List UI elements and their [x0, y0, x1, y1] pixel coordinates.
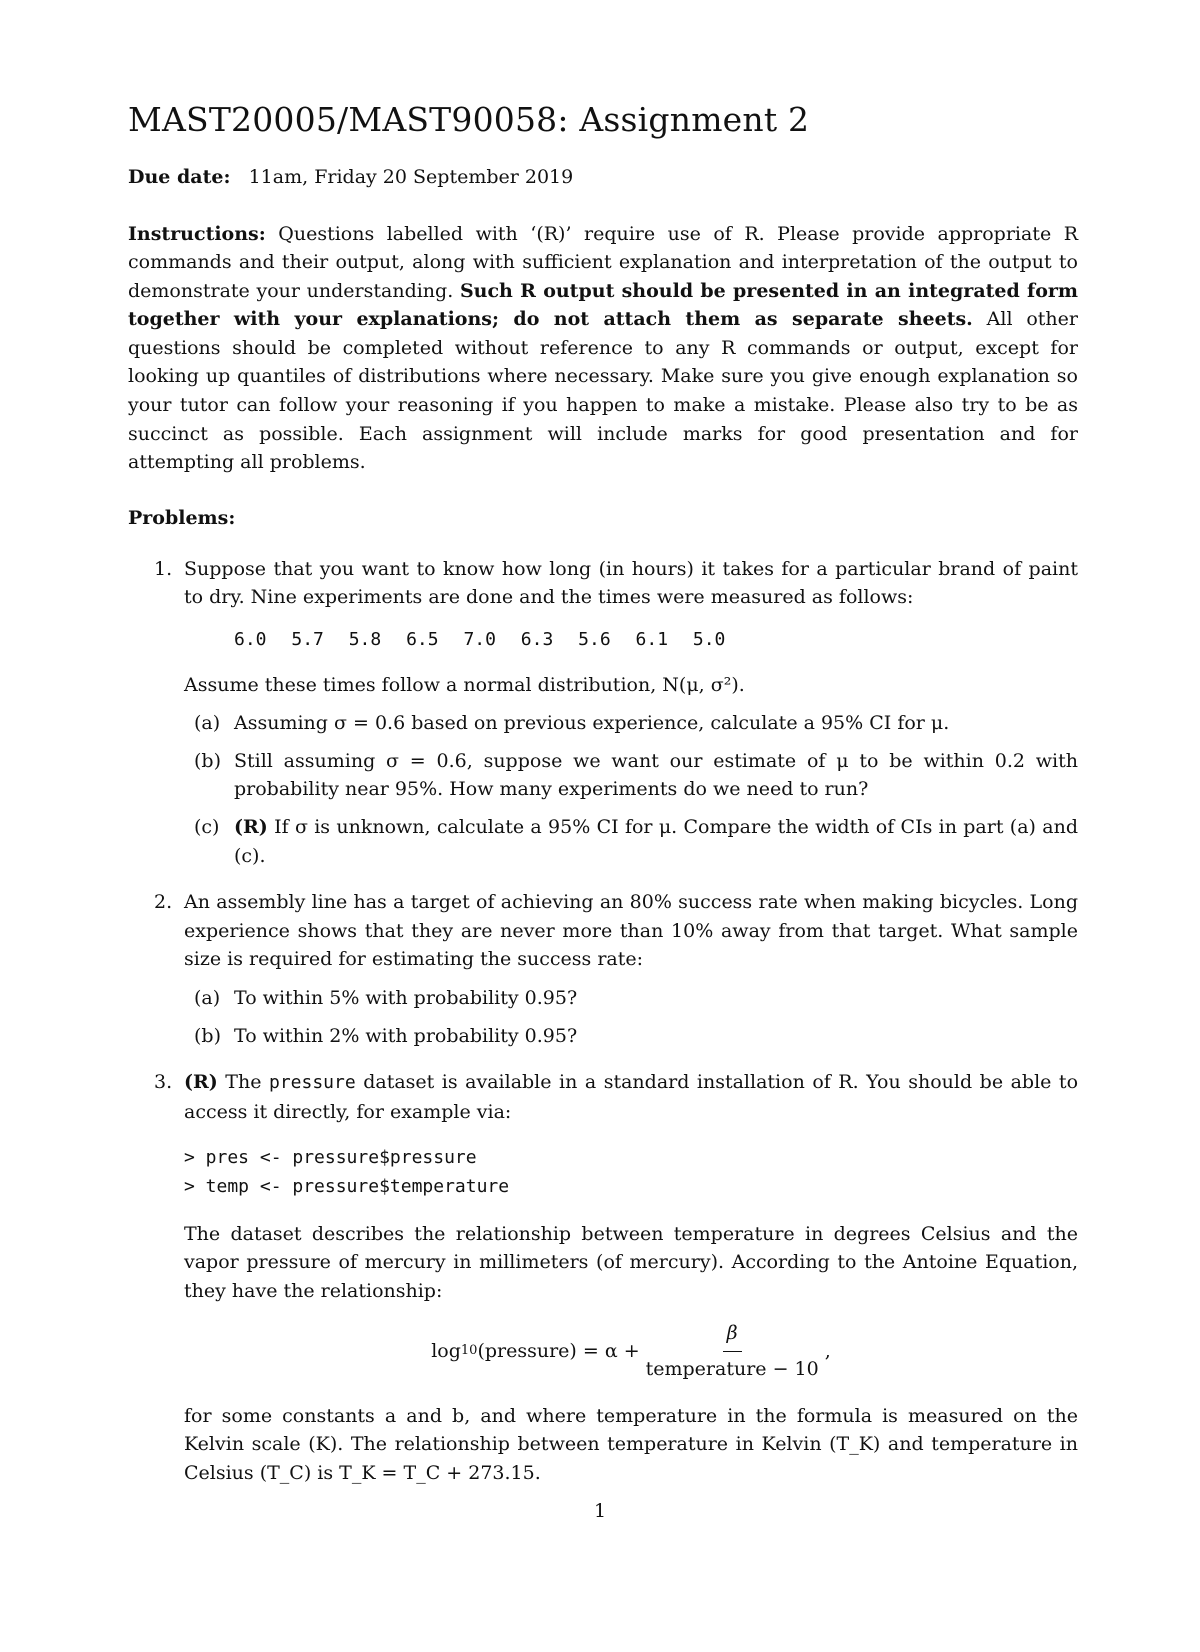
instructions: [128, 220, 1078, 477]
dataset-name: pressure: [268, 1072, 356, 1094]
data-value: 6.1: [635, 629, 669, 651]
code-line: > temp <- pressure$temperature: [184, 1175, 510, 1197]
formula-tail: ,: [824, 1340, 831, 1363]
due-date-label: Due date:: [128, 166, 231, 188]
problem-2: [128, 888, 1078, 1050]
problem-number: 3.: [154, 1071, 173, 1094]
problem-text-end: dataset is available in a standard installation of R. You should be able to access it directly, for example via:: [184, 1071, 1079, 1123]
dataset-description: The dataset describes the relationship between temperature in degrees Celsius and the vapor pressure of mercury in millimeters (of mercury). According to the Antoine Equation, they have the relationship:: [184, 1222, 1078, 1302]
data-value: 6.3: [520, 629, 554, 651]
subpart-text: To within 5% with probability 0.95?: [234, 986, 578, 1009]
problem-1: [128, 555, 1078, 870]
subpart-text: If σ is unknown, calculate a 95% CI for μ. Compare the width of CIs in part (a) and (c).: [234, 816, 1078, 867]
data-value: 6.5: [406, 629, 439, 651]
problems-heading: Problems:: [128, 506, 236, 529]
formula-denominator: temperature − 10: [645, 1357, 819, 1380]
formula-log-base: 10: [460, 1343, 478, 1359]
antoine-equation: [184, 1319, 1078, 1383]
subpart-text: Still assuming σ = 0.6, suppose we want our estimate of μ to be within 0.2 with probability near 95%. How many experiments do we need to run?: [234, 749, 1078, 801]
measurement-data: [234, 626, 1078, 655]
subpart-label: (b): [194, 1024, 221, 1047]
problem-text-start: The: [217, 1071, 269, 1094]
page-number: 1: [593, 1500, 607, 1522]
r-tag: (R): [184, 1071, 218, 1094]
code-line: > pres <- pressure$pressure: [184, 1147, 477, 1169]
subpart-b: [184, 747, 1078, 804]
subpart-label: (a): [194, 986, 221, 1009]
problem-text: Suppose that you want to know how long (in hours) it takes for a particular brand of paint to dry. Nine experiments are done and the times were measured as follows:: [184, 557, 1078, 609]
instructions-text-1: Questions labelled with ‘(R)’ require use of R. Please provide appropriate R commands and their output, along with sufficient explanation and interpretation of the output to demonstrate your understanding.: [128, 222, 1078, 302]
formula-lhs: (pressure) = α +: [477, 1340, 640, 1363]
subpart-label: (c): [194, 816, 220, 838]
problem-text: [184, 1068, 1078, 1126]
subpart-label: (a): [194, 712, 221, 735]
instructions-text-2: All other questions should be completed without reference to any R commands or output, except for looking up quantiles of distributions where necessary. Make sure you give enough explanation so your tutor can follow your reasoning if you happen to make a mistake. Please also try to be as succinct as possible. Each assignment will include marks for good presentation and for attempting all problems.: [128, 308, 1079, 474]
instructions-label: Instructions:: [128, 222, 266, 245]
kelvin-note: for some constants a and b, and where temperature in the formula is measured on the Kelvin scale (K). The relationship between temperature in Kelvin (T_K) and temperature in Celsius (T_C) is T_K = T_C + 273.15.: [184, 1404, 1078, 1484]
subpart-c: [184, 813, 1078, 870]
subpart-list: [184, 984, 1078, 1050]
data-value: 5.8: [348, 629, 382, 651]
problems-list: [128, 555, 1078, 1487]
formula-numerator: β: [723, 1319, 742, 1352]
code-block: [184, 1144, 1078, 1201]
due-date: [128, 163, 1078, 192]
subpart-text: To within 2% with probability 0.95?: [234, 1024, 578, 1047]
r-tag: (R): [234, 816, 268, 838]
problem-3: [128, 1068, 1078, 1487]
formula-fraction: [642, 1319, 823, 1383]
instructions-bold: Such R output should be presented in an integrated form together with your explanations; do not attach them as separate sheets.: [128, 279, 1079, 331]
subpart-a: [184, 984, 1078, 1013]
data-value: 5.7: [291, 629, 324, 651]
subpart-b: [184, 1022, 1078, 1051]
page-title: MAST20005/MAST90058: Assignment 2: [128, 100, 810, 139]
problem-number: 1.: [154, 557, 173, 580]
data-value: 6.0: [234, 629, 267, 651]
due-date-value: 11am, Friday 20 September 2019: [248, 166, 574, 188]
data-value: 7.0: [463, 629, 496, 651]
data-value: 5.6: [578, 629, 611, 651]
problem-text: An assembly line has a target of achieving an 80% success rate when making bicycles. Long experience shows that they are never more than 10% away from that target. What sample size is required for estimating the success rate:: [184, 891, 1078, 971]
assumption-text: Assume these times follow a normal distribution, N(μ, σ²).: [184, 673, 745, 696]
subpart-text: Assuming σ = 0.6 based on previous experience, calculate a 95% CI for μ.: [234, 712, 950, 735]
subpart-list: [184, 709, 1078, 870]
subpart-a: [184, 709, 1078, 738]
subpart-label: (b): [194, 749, 221, 772]
data-value: 5.0: [692, 629, 726, 651]
formula-log: log: [431, 1340, 461, 1363]
problem-number: 2.: [154, 891, 173, 914]
